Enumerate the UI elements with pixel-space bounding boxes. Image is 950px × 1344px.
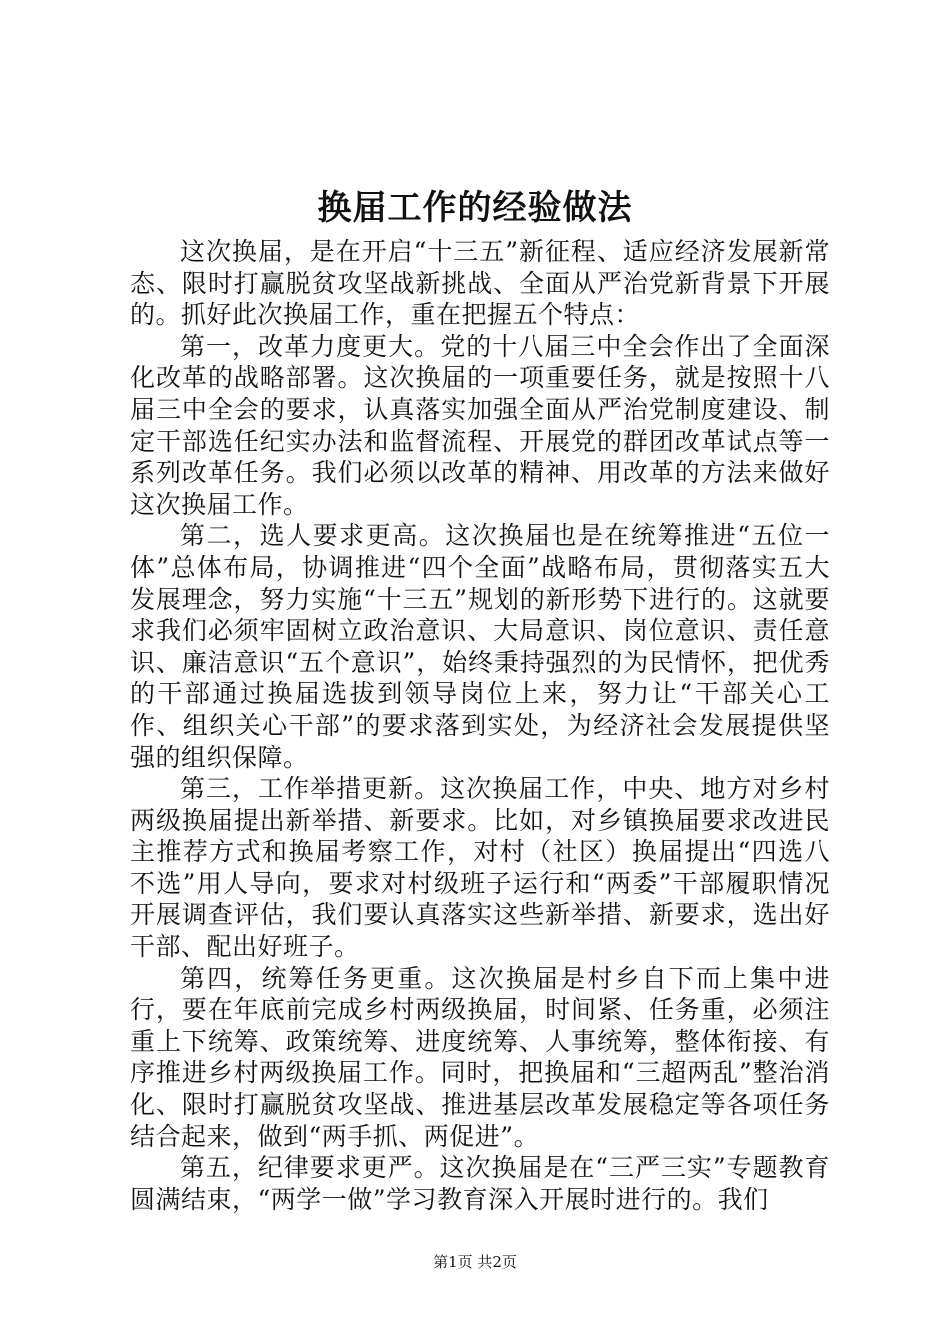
paragraph-point-2: 第二，选人要求更高。这次换届也是在统筹推进“五位一体”总体布局，协调推进“四个全面”战略布局，贯彻落实五大发展理念，努力实施“十三五”规划的新形势下进行的。这就要求我们必须牢固树立政治意识、大局意识、岗位意识、责任意识、廉洁意识“五个意识”，始终秉持强烈的为民情怀，把优秀的干部通过换届选拔到领导岗位上来，努力让“干部关心工作、组织关心干部”的要求落到实处，为经济社会发展提供坚强的组织保障。 [130,521,830,772]
document-body [130,236,830,1215]
paragraph-point-4: 第四，统筹任务更重。这次换届是村乡自下而上集中进行，要在年底前完成乡村两级换届，时间紧、任务重，必须注重上下统筹、政策统筹、进度统筹、人事统筹，整体衔接、有序推进乡村两级换届工作。同时，把换届和“三超两乱”整治消化、限时打赢脱贫攻坚战、推进基层改革发展稳定等各项任务结合起来，做到“两手抓、两促进”。 [130,963,830,1151]
paragraph-point-3: 第三，工作举措更新。这次换届工作，中央、地方对乡村两级换届提出新举措、新要求。比如，对乡镇换届要求改进民主推荐方式和换届考察工作，对村（社区）换届提出“四选八不选”用人导向，要求对村级班子运行和“两委”干部履职情况开展调查评估，我们要认真落实这些新举措、新要求，选出好干部、配出好班子。 [130,774,830,962]
page-number-footer: 第1页 共2页 [433,1253,517,1271]
paragraph-intro: 这次换届，是在开启“十三五”新征程、适应经济发展新常态、限时打赢脱贫攻坚战新挑战、全面从严治党新背景下开展的。抓好此次换届工作，重在把握五个特点： [130,237,830,330]
paragraph-point-5: 第五，纪律要求更严。这次换届是在“三严三实”专题教育圆满结束，“两学一做”学习教育深入开展时进行的。我们 [130,1153,830,1214]
paragraph-point-1: 第一，改革力度更大。党的十八届三中全会作出了全面深化改革的战略部署。这次换届的一项重要任务，就是按照十八届三中全会的要求，认真落实加强全面从严治党制度建设、制定干部选任纪实办法和监督流程、开展党的群团改革试点等一系列改革任务。我们必须以改革的精神、用改革的方法来做好这次换届工作。 [130,331,830,519]
document-title: 换届工作的经验做法 [317,188,633,228]
